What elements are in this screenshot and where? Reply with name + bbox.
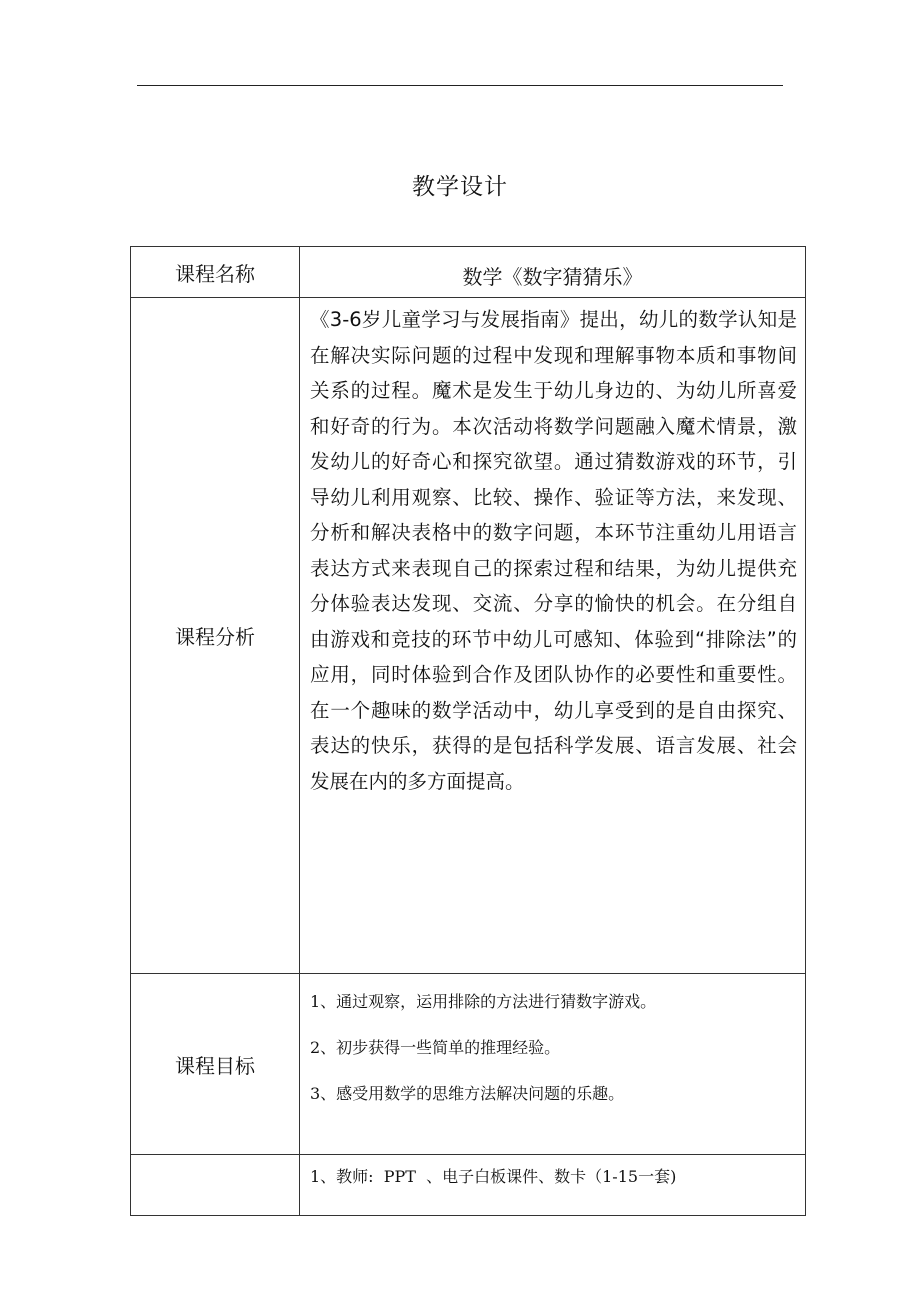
goal-item-1: 1、通过观察，运用排除的方法进行猜数字游戏。 (310, 992, 657, 1011)
course-name-value: 数学《数字猜猜乐》 (300, 247, 806, 298)
course-name-label: 课程名称 (131, 247, 300, 298)
goal-item-3: 3、感受用数学的思维方法解决问题的乐趣。 (310, 1084, 625, 1103)
course-name-row (131, 247, 806, 298)
header-rule (137, 85, 783, 86)
course-goals-list (300, 974, 806, 1155)
document-title: 教学设计 (412, 174, 508, 200)
preparation-item-1: 1、教师: PPT 、电子白板课件、数卡（1-15一套) (300, 1155, 806, 1216)
preparation-row (131, 1155, 806, 1216)
course-analysis-text: 《3-6岁儿童学习与发展指南》提出，幼儿的数学认知是在解决实际问题的过程中发现和理解事物本质和事物间关系的过程。魔术是发生于幼儿身边的、为幼儿所喜爱和好奇的行为。本次活动将数学问题融入魔术情景，激发幼儿的好奇心和探究欲望。通过猜数游戏的环节，引导幼儿利用观察、比较、操作、验证等方法，来发现、分析和解决表格中的数字问题，本环节注重幼儿用语言表达方式来表现自己的探索过程和结果，为幼儿提供充分体验表达发现、交流、分享的愉快的机会。在分组自由游戏和竞技的环节中幼儿可感知、体验到“排除法”的应用，同时体验到合作及团队协作的必要性和重要性。在一个趣味的数学活动中，幼儿享受到的是自由探究、表达的快乐，获得的是包括科学发展、语言发展、社会发展在内的多方面提高。 (300, 298, 806, 974)
lesson-plan-table (130, 246, 806, 1216)
preparation-label (131, 1155, 300, 1216)
course-analysis-label: 课程分析 (131, 298, 300, 974)
course-goals-row (131, 974, 806, 1155)
goal-item-2: 2、初步获得一些简单的推理经验。 (310, 1038, 561, 1057)
course-analysis-row (131, 298, 806, 974)
course-goals-label: 课程目标 (131, 974, 300, 1155)
